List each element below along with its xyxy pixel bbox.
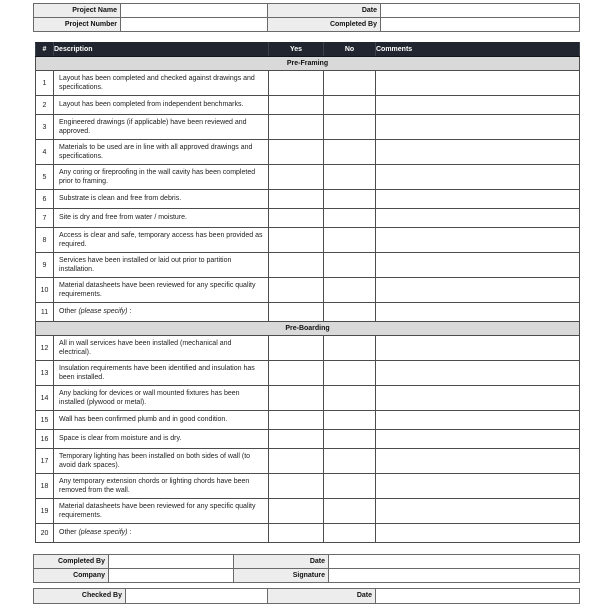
row-description: Insulation requirements have been identified and insulation has been installed. bbox=[54, 361, 269, 386]
checklist-row bbox=[36, 386, 580, 411]
checklist-row bbox=[36, 278, 580, 303]
no-cell[interactable] bbox=[324, 278, 376, 303]
checklist-row bbox=[36, 140, 580, 165]
project-number-input[interactable] bbox=[121, 18, 268, 32]
comments-cell[interactable] bbox=[376, 499, 580, 524]
row-description: Any temporary extension chords or lighting chords have been removed from the wall. bbox=[54, 474, 269, 499]
row-description: Site is dry and free from water / moisture. bbox=[54, 209, 269, 228]
yes-cell[interactable] bbox=[269, 115, 324, 140]
checklist-row bbox=[36, 449, 580, 474]
project-number-label: Project Number bbox=[34, 18, 121, 32]
row-number: 1 bbox=[36, 71, 54, 96]
yes-cell[interactable] bbox=[269, 209, 324, 228]
project-fields-row bbox=[34, 4, 580, 18]
comments-cell[interactable] bbox=[376, 228, 580, 253]
comments-cell[interactable] bbox=[376, 524, 580, 543]
yes-cell[interactable] bbox=[269, 303, 324, 322]
row-number: 20 bbox=[36, 524, 54, 543]
completed-by-label: Completed By bbox=[268, 18, 381, 32]
no-cell[interactable] bbox=[324, 303, 376, 322]
checklist-row bbox=[36, 190, 580, 209]
checklist-row bbox=[36, 361, 580, 386]
column-header-description: Description bbox=[54, 43, 269, 57]
comments-cell[interactable] bbox=[376, 336, 580, 361]
no-cell[interactable] bbox=[324, 524, 376, 543]
comments-cell[interactable] bbox=[376, 361, 580, 386]
row-number: 5 bbox=[36, 165, 54, 190]
row-number: 17 bbox=[36, 449, 54, 474]
project-fields-row bbox=[34, 18, 580, 32]
row-description: Materials to be used are in line with all approved drawings and specifications. bbox=[54, 140, 269, 165]
project-fields-table bbox=[33, 3, 580, 32]
row-number: 11 bbox=[36, 303, 54, 322]
row-description: All in wall services have been installed (mechanical and electrical). bbox=[54, 336, 269, 361]
date-label: Date bbox=[268, 4, 381, 18]
no-cell[interactable] bbox=[324, 115, 376, 140]
row-description: Substrate is clean and free from debris. bbox=[54, 190, 269, 209]
comments-cell[interactable] bbox=[376, 190, 580, 209]
row-description: Layout has been completed and checked against drawings and specifications. bbox=[54, 71, 269, 96]
column-header-comments: Comments bbox=[376, 43, 580, 57]
checklist-row bbox=[36, 430, 580, 449]
row-description: Wall has been confirmed plumb and in good condition. bbox=[54, 411, 269, 430]
checklist-row bbox=[36, 253, 580, 278]
checked-by-label: Checked By bbox=[34, 589, 126, 604]
project-name-label: Project Name bbox=[34, 4, 121, 18]
signoff-date-input[interactable] bbox=[329, 555, 580, 569]
row-description: Any coring or fireproofing in the wall cavity has been completed prior to framing. bbox=[54, 165, 269, 190]
row-number: 19 bbox=[36, 499, 54, 524]
row-description: Access is clear and safe, temporary access has been provided as required. bbox=[54, 228, 269, 253]
yes-cell[interactable] bbox=[269, 336, 324, 361]
row-number: 7 bbox=[36, 209, 54, 228]
yes-cell[interactable] bbox=[269, 190, 324, 209]
yes-cell[interactable] bbox=[269, 253, 324, 278]
row-number: 3 bbox=[36, 115, 54, 140]
signature-label: Signature bbox=[234, 569, 329, 583]
comments-cell[interactable] bbox=[376, 386, 580, 411]
comments-cell[interactable] bbox=[376, 115, 580, 140]
no-cell[interactable] bbox=[324, 336, 376, 361]
yes-cell[interactable] bbox=[269, 474, 324, 499]
signoff-completed-by-label: Completed By bbox=[34, 555, 109, 569]
row-description: Layout has been completed from independent benchmarks. bbox=[54, 96, 269, 115]
comments-cell[interactable] bbox=[376, 278, 580, 303]
comments-cell[interactable] bbox=[376, 140, 580, 165]
yes-cell[interactable] bbox=[269, 430, 324, 449]
no-cell[interactable] bbox=[324, 165, 376, 190]
no-cell[interactable] bbox=[324, 361, 376, 386]
no-cell[interactable] bbox=[324, 499, 376, 524]
yes-cell[interactable] bbox=[269, 71, 324, 96]
row-number: 16 bbox=[36, 430, 54, 449]
row-description: Temporary lighting has been installed on both sides of wall (to avoid dark spaces). bbox=[54, 449, 269, 474]
no-cell[interactable] bbox=[324, 190, 376, 209]
row-description: Other (please specify) : bbox=[54, 303, 269, 322]
yes-cell[interactable] bbox=[269, 449, 324, 474]
comments-cell[interactable] bbox=[376, 474, 580, 499]
comments-cell[interactable] bbox=[376, 303, 580, 322]
row-number: 12 bbox=[36, 336, 54, 361]
project-name-input[interactable] bbox=[121, 4, 268, 18]
comments-cell[interactable] bbox=[376, 96, 580, 115]
yes-cell[interactable] bbox=[269, 278, 324, 303]
section-title-pre-boarding: Pre-Boarding bbox=[36, 322, 580, 336]
yes-cell[interactable] bbox=[269, 524, 324, 543]
checklist-row bbox=[36, 115, 580, 140]
no-cell[interactable] bbox=[324, 228, 376, 253]
no-cell[interactable] bbox=[324, 430, 376, 449]
signoff-row bbox=[34, 589, 580, 604]
row-description: Material datasheets have been reviewed for any specific quality requirements. bbox=[54, 499, 269, 524]
checklist-row bbox=[36, 209, 580, 228]
yes-cell[interactable] bbox=[269, 96, 324, 115]
row-number: 6 bbox=[36, 190, 54, 209]
column-header-number: # bbox=[36, 43, 54, 57]
date-input[interactable] bbox=[381, 4, 580, 18]
checklist-row bbox=[36, 71, 580, 96]
checked-date-label: Date bbox=[268, 589, 376, 604]
checklist-row bbox=[36, 524, 580, 543]
no-cell[interactable] bbox=[324, 474, 376, 499]
row-number: 9 bbox=[36, 253, 54, 278]
column-header-no: No bbox=[324, 43, 376, 57]
row-description: Space is clear from moisture and is dry. bbox=[54, 430, 269, 449]
yes-cell[interactable] bbox=[269, 165, 324, 190]
row-number: 8 bbox=[36, 228, 54, 253]
signoff-date-label: Date bbox=[234, 555, 329, 569]
checklist-row bbox=[36, 474, 580, 499]
checked-by-input[interactable] bbox=[126, 589, 268, 604]
no-cell[interactable] bbox=[324, 449, 376, 474]
comments-cell[interactable] bbox=[376, 253, 580, 278]
no-cell[interactable] bbox=[324, 209, 376, 228]
checklist-table bbox=[35, 42, 580, 543]
row-description: Any backing for devices or wall mounted fixtures has been installed (plywood or metal). bbox=[54, 386, 269, 411]
column-header-yes: Yes bbox=[269, 43, 324, 57]
section-row bbox=[36, 322, 580, 336]
company-label: Company bbox=[34, 569, 109, 583]
signoff-row bbox=[34, 569, 580, 583]
no-cell[interactable] bbox=[324, 411, 376, 430]
comments-cell[interactable] bbox=[376, 209, 580, 228]
row-number: 14 bbox=[36, 386, 54, 411]
comments-cell[interactable] bbox=[376, 411, 580, 430]
checked-date-input[interactable] bbox=[376, 589, 580, 604]
checklist-row bbox=[36, 228, 580, 253]
checklist-row bbox=[36, 303, 580, 322]
section-title-pre-framing: Pre-Framing bbox=[36, 57, 580, 71]
no-cell[interactable] bbox=[324, 71, 376, 96]
comments-cell[interactable] bbox=[376, 71, 580, 96]
completed-by-input[interactable] bbox=[381, 18, 580, 32]
checklist-row bbox=[36, 411, 580, 430]
comments-cell[interactable] bbox=[376, 165, 580, 190]
checklist-row bbox=[36, 499, 580, 524]
checklist-row bbox=[36, 96, 580, 115]
yes-cell[interactable] bbox=[269, 499, 324, 524]
no-cell[interactable] bbox=[324, 140, 376, 165]
comments-cell[interactable] bbox=[376, 430, 580, 449]
signoff-completed-table bbox=[33, 554, 580, 583]
row-number: 2 bbox=[36, 96, 54, 115]
yes-cell[interactable] bbox=[269, 411, 324, 430]
row-number: 4 bbox=[36, 140, 54, 165]
no-cell[interactable] bbox=[324, 386, 376, 411]
row-number: 10 bbox=[36, 278, 54, 303]
row-description: Material datasheets have been reviewed for any specific quality requirements. bbox=[54, 278, 269, 303]
row-description: Services have been installed or laid out prior to partition installation. bbox=[54, 253, 269, 278]
yes-cell[interactable] bbox=[269, 140, 324, 165]
checklist-row bbox=[36, 165, 580, 190]
signoff-checked-table bbox=[33, 588, 580, 604]
yes-cell[interactable] bbox=[269, 386, 324, 411]
yes-cell[interactable] bbox=[269, 361, 324, 386]
company-input[interactable] bbox=[109, 569, 234, 583]
row-description: Engineered drawings (if applicable) have been reviewed and approved. bbox=[54, 115, 269, 140]
checklist-row bbox=[36, 336, 580, 361]
signature-input[interactable] bbox=[329, 569, 580, 583]
row-number: 15 bbox=[36, 411, 54, 430]
no-cell[interactable] bbox=[324, 253, 376, 278]
row-description: Other (please specify) : bbox=[54, 524, 269, 543]
signoff-completed-by-input[interactable] bbox=[109, 555, 234, 569]
row-number: 13 bbox=[36, 361, 54, 386]
checklist-header-row bbox=[36, 43, 580, 57]
yes-cell[interactable] bbox=[269, 228, 324, 253]
comments-cell[interactable] bbox=[376, 449, 580, 474]
section-row bbox=[36, 57, 580, 71]
signoff-row bbox=[34, 555, 580, 569]
no-cell[interactable] bbox=[324, 96, 376, 115]
row-number: 18 bbox=[36, 474, 54, 499]
